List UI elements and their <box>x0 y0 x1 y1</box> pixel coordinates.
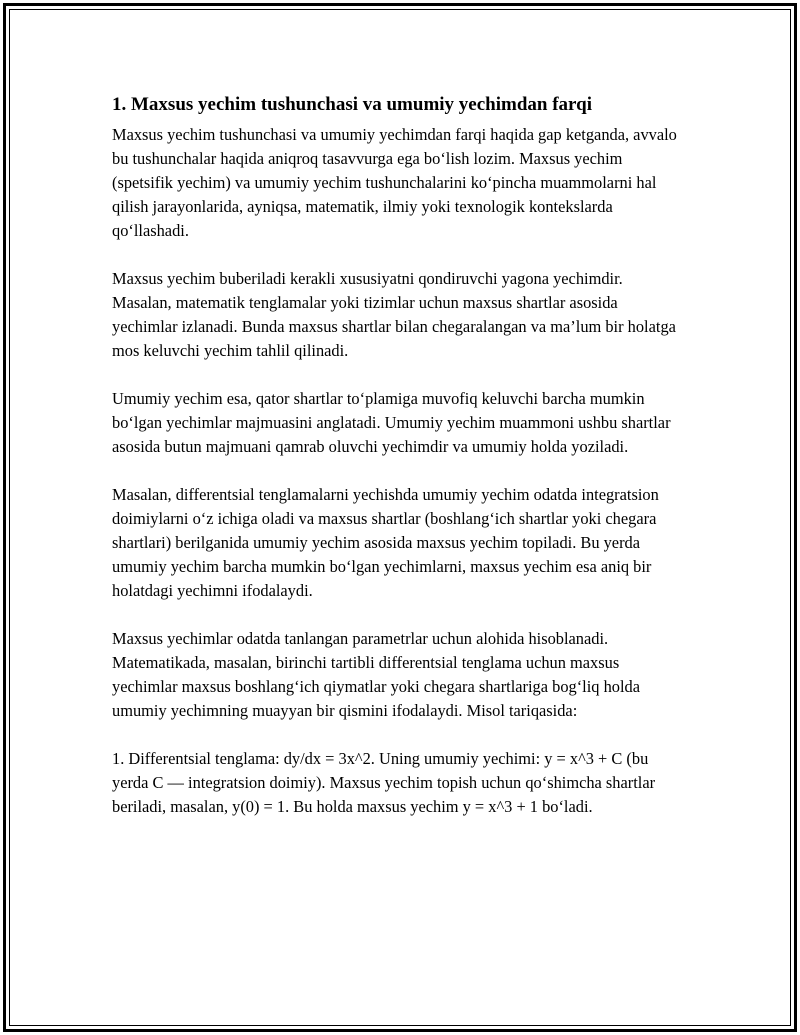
section-heading: 1. Maxsus yechim tushunchasi va umumiy yechimdan farqi <box>112 94 592 115</box>
paragraph-4: Masalan, differentsial tenglamalarni yechishda umumiy yechim odatda integratsion doimiylarni o‘z ichiga oladi va maxsus shartlar (boshlang‘ich shartlar yoki chegara shartlari) berilganida umumiy yechim asosida maxsus yechim topiladi. Bu yerda umumiy yechim barcha mumkin bo‘lgan yechimlarni, maxsus yechim esa aniq bir holatdagi yechimni ifodalaydi. <box>112 485 659 600</box>
paragraph-2: Maxsus yechim buberiladi kerakli xususiyatni qondiruvchi yagona yechimdir. Masalan, matematik tenglamalar yoki tizimlar uchun maxsus shartlar asosida yechimlar izlanadi. Bunda maxsus shartlar bilan chegaralangan va ma’lum bir holatga mos keluvchi yechim tahlil qilinadi. <box>112 269 676 360</box>
paragraph-5: Maxsus yechimlar odatda tanlangan parametrlar uchun alohida hisoblanadi. Matematikada, masalan, birinchi tartibli differentsial tenglama uchun maxsus yechimlar maxsus boshlang‘ich qiymatlar yoki chegara shartlariga bog‘liq holda umumiy yechimning muayyan bir qismini ifodalaydi. Misol tariqasida: <box>112 629 640 720</box>
paragraph-6: 1. Differentsial tenglama: dy/dx = 3x^2. Uning umumiy yechimi: y = x^3 + C (bu yerda C — integratsion doimiy). Maxsus yechim topish uchun qo‘shimcha shartlar beriladi, masalan, y(0) = 1. Bu holda maxsus yechim y = x^3 + 1 bo‘ladi. <box>112 749 656 816</box>
paragraph-3: Umumiy yechim esa, qator shartlar to‘plamiga muvofiq keluvchi barcha mumkin bo‘lgan yechimlar majmuasini anglatadi. Umumiy yechim muammoni ushbu shartlar asosida butun majmuani qamrab oluvchi yechimdir va umumiy holda yoziladi. <box>112 389 671 456</box>
paragraph-1: Maxsus yechim tushunchasi va umumiy yechimdan farqi haqida gap ketganda, avvalo bu tushunchalar haqida aniqroq tasavvurga ega bo‘lish lozim. Maxsus yechim (spetsifik yechim) va umumiy yechim tushunchalarini ko‘pincha muammolarni hal qilish jarayonlarida, ayniqsa, matematik, ilmiy yoki texnologik kontekslarda qo‘llashadi. <box>112 125 677 240</box>
document-body <box>112 91 678 819</box>
